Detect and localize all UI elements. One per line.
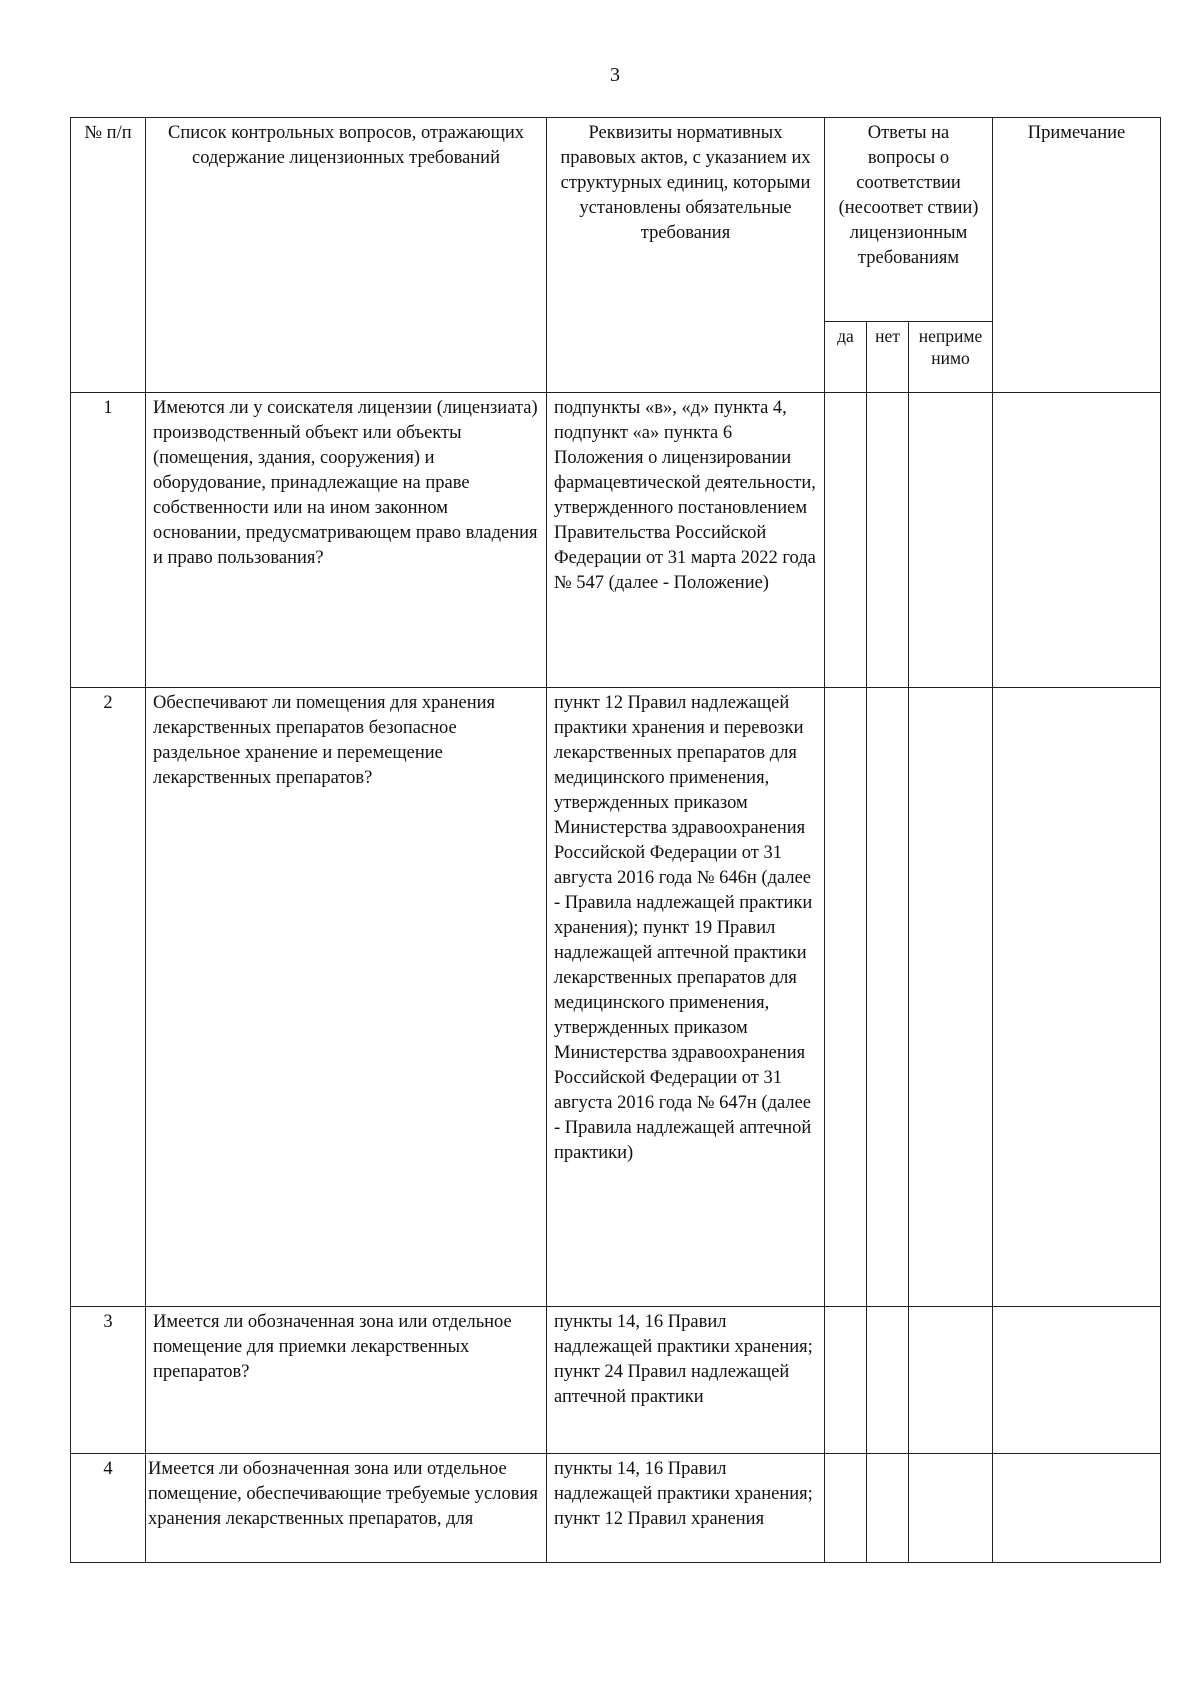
answer-na-cell[interactable] xyxy=(909,1454,993,1563)
header-requisites: Реквизиты нормативных правовых актов, с указанием их структурных единиц, которыми установлены обязательные требования xyxy=(547,118,825,393)
answer-na-cell[interactable] xyxy=(909,393,993,688)
table-row xyxy=(71,393,1161,688)
answer-yes-cell[interactable] xyxy=(825,393,867,688)
answer-no-cell[interactable] xyxy=(867,688,909,1307)
table-row xyxy=(71,688,1161,1307)
row-requisites: пункты 14, 16 Правил надлежащей практики хранения; пункт 24 Правил надлежащей аптечной практики xyxy=(547,1307,825,1454)
row-number: 1 xyxy=(71,393,146,688)
table-row xyxy=(71,1307,1161,1454)
row-requisites: подпункты «в», «д» пункта 4, подпункт «а» пункта 6 Положения о лицензировании фармацевтической деятельности, утвержденного постановлением Правительства Российской Федерации от 31 марта 2022 года № 547 (далее - Положение) xyxy=(547,393,825,688)
answer-yes-cell[interactable] xyxy=(825,688,867,1307)
header-na: неприме нимо xyxy=(909,322,993,393)
answer-no-cell[interactable] xyxy=(867,393,909,688)
header-note: Примечание xyxy=(993,118,1161,393)
answer-yes-cell[interactable] xyxy=(825,1454,867,1563)
header-row xyxy=(71,118,1161,322)
row-number: 2 xyxy=(71,688,146,1307)
row-number: 4 xyxy=(71,1454,146,1563)
header-answers: Ответы на вопросы о соответствии (несоответ ствии) лицензионным требованиям xyxy=(825,118,993,322)
note-cell[interactable] xyxy=(993,688,1161,1307)
table-row xyxy=(71,1454,1161,1563)
note-cell[interactable] xyxy=(993,393,1161,688)
note-cell[interactable] xyxy=(993,1454,1161,1563)
row-question: Имеется ли обозначенная зона или отдельное помещение, обеспечивающие требуемые условия хранения лекарственных препаратов, для xyxy=(146,1454,547,1563)
row-requisites: пункты 14, 16 Правил надлежащей практики хранения; пункт 12 Правил хранения xyxy=(547,1454,825,1563)
row-requisites: пункт 12 Правил надлежащей практики хранения и перевозки лекарственных препаратов для медицинского применения, утвержденных приказом Министерства здравоохранения Российской Федерации от 31 августа 2016 года № 646н (далее - Правила надлежащей практики хранения); пункт 19 Правил надлежащей аптечной практики лекарственных препаратов для медицинского применения, утвержденных приказом Министерства здравоохранения Российской Федерации от 31 августа 2016 года № 647н (далее - Правила надлежащей аптечной практики) xyxy=(547,688,825,1307)
answer-no-cell[interactable] xyxy=(867,1307,909,1454)
answer-no-cell[interactable] xyxy=(867,1454,909,1563)
row-number: 3 xyxy=(71,1307,146,1454)
note-cell[interactable] xyxy=(993,1307,1161,1454)
row-question: Имеется ли обозначенная зона или отдельное помещение для приемки лекарственных препаратов? xyxy=(146,1307,547,1454)
header-no: нет xyxy=(867,322,909,393)
row-question: Обеспечивают ли помещения для хранения лекарственных препаратов безопасное раздельное хранение и перемещение лекарственных препаратов? xyxy=(146,688,547,1307)
checklist-table xyxy=(70,117,1161,1563)
answer-na-cell[interactable] xyxy=(909,688,993,1307)
header-questions: Список контрольных вопросов, отражающих содержание лицензионных требований xyxy=(146,118,547,393)
row-question: Имеются ли у соискателя лицензии (лицензиата) производственный объект или объекты (помещения, здания, сооружения) и оборудование, принадлежащие на праве собственности или на ином законном основании, предусматривающем право владения и право пользования? xyxy=(146,393,547,688)
header-num: № п/п xyxy=(71,118,146,393)
header-yes: да xyxy=(825,322,867,393)
answer-yes-cell[interactable] xyxy=(825,1307,867,1454)
answer-na-cell[interactable] xyxy=(909,1307,993,1454)
page-number: 3 xyxy=(610,64,620,86)
